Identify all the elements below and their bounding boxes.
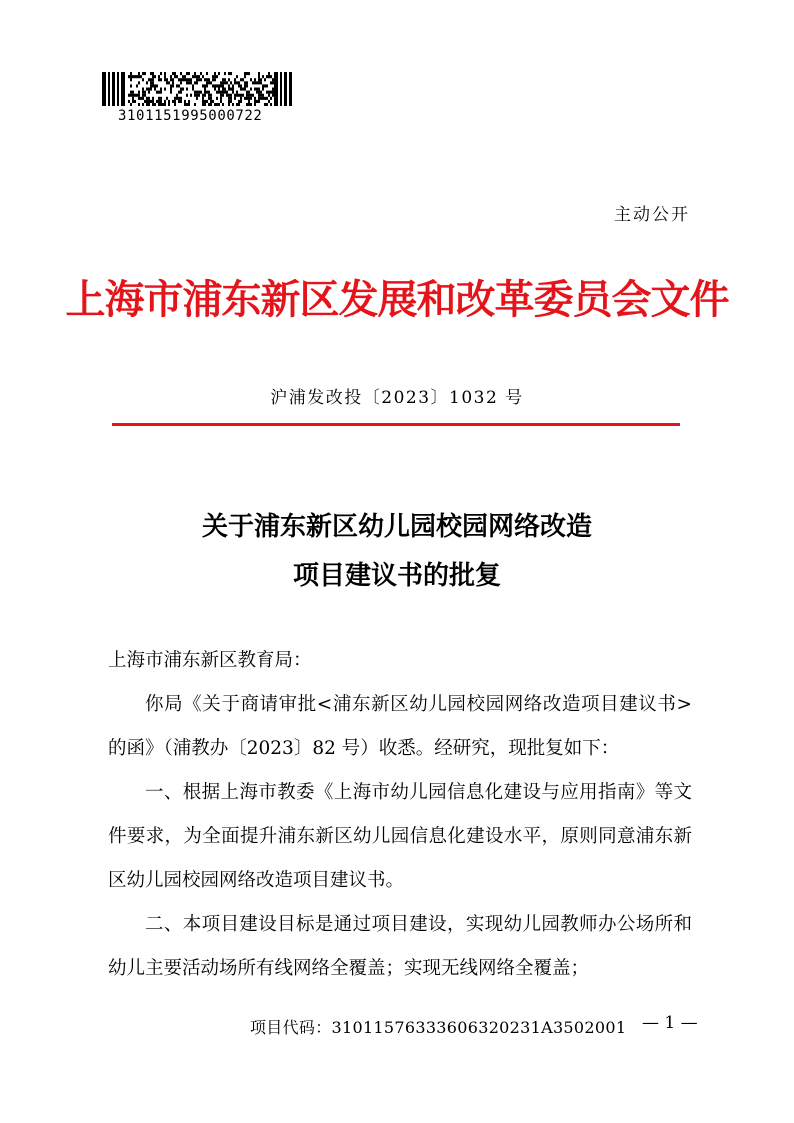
- paragraph: 一、根据上海市教委《上海市幼儿园信息化建设与应用指南》等文件要求，为全面提升浦东新区幼儿园信息化建设水平，原则同意浦东新区幼儿园校园网络改造项目建议书。: [108, 782, 692, 891]
- issuing-authority-title: 上海市浦东新区发展和改革委员会文件: [65, 277, 729, 322]
- barcode-image: [102, 72, 292, 106]
- document-body: [108, 639, 692, 991]
- document-number: 沪浦发改投〔2023〕1032 号: [270, 388, 524, 408]
- document-title-line-1: 关于浦东新区幼儿园校园网络改造: [201, 512, 592, 542]
- project-code: 项目代码：31011576333606320231A3502001: [250, 1018, 627, 1037]
- page-number: — 1 —: [642, 1013, 698, 1033]
- red-divider-line: [112, 423, 680, 426]
- addressee: 上海市浦东新区教育局：: [108, 650, 312, 671]
- barcode-number: 3101151995000722: [118, 108, 263, 124]
- paragraph: 你局《关于商请审批<浦东新区幼儿园校园网络改造项目建议书>的函》（浦教办〔2023〕82 号）收悉。经研究，现批复如下：: [108, 694, 692, 759]
- paragraph: 二、本项目建设目标是通过项目建设，实现幼儿园教师办公场所和幼儿主要活动场所有线网络全覆盖；实现无线网络全覆盖；: [108, 914, 692, 979]
- document-title: [0, 503, 794, 601]
- publicity-label: 主动公开: [614, 205, 690, 225]
- document-title-line-2: 项目建议书的批复: [292, 561, 501, 591]
